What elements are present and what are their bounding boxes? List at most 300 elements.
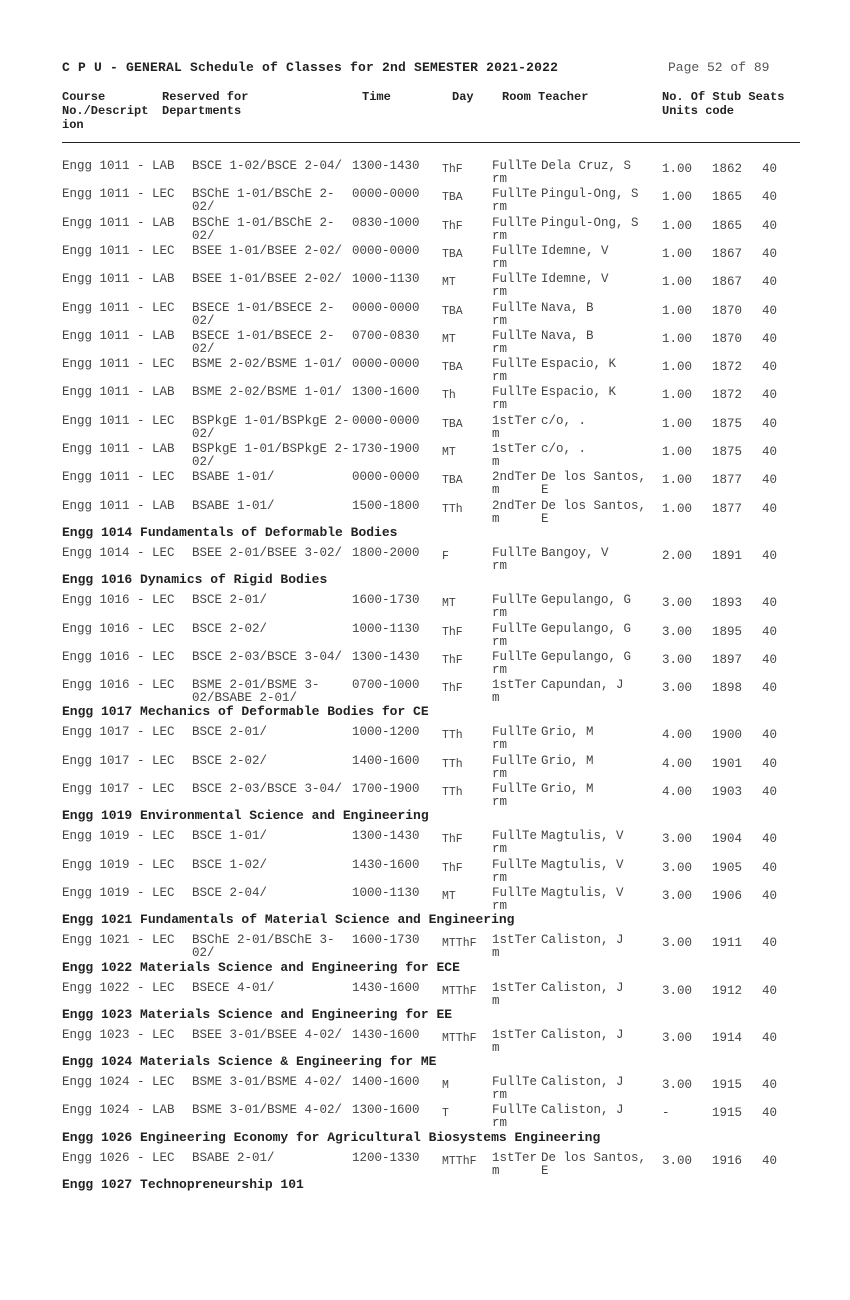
class-day: T — [442, 1107, 449, 1121]
reserved-departments: BSEE 1-01/BSEE 2-02/ — [192, 243, 343, 258]
course-code: Engg 1011 - LAB — [62, 272, 175, 287]
teacher-name: De los Santos, E — [541, 470, 647, 498]
schedule-row — [0, 386, 850, 414]
course-section-title: Engg 1022 Materials Science and Engineering for ECE — [62, 959, 460, 975]
reserved-departments: BSCE 2-02/ — [192, 753, 268, 768]
stub-code: 1903 — [712, 785, 743, 799]
seats: 40 — [762, 860, 778, 875]
seats: 40 — [762, 596, 778, 611]
reserved-departments: BSCE 2-02/ — [192, 621, 268, 636]
class-time: 1500-1800 — [352, 498, 420, 513]
class-time: 1700-1900 — [352, 782, 420, 796]
course-code: Engg 1011 - LEC — [62, 300, 175, 315]
seats: 40 — [762, 218, 778, 233]
room: FullTe rm — [492, 753, 538, 781]
stub-code: 1915 — [712, 1078, 743, 1093]
teacher-name: Caliston, J — [541, 1027, 624, 1042]
units: 1.00 — [662, 473, 693, 488]
stub-code: 1875 — [712, 416, 743, 431]
seats: 40 — [762, 936, 778, 951]
reserved-departments: BSCE 2-01/ — [192, 725, 268, 740]
class-day: ThF — [442, 163, 463, 176]
course-code: Engg 1019 - LEC — [62, 857, 175, 872]
seats: 40 — [762, 388, 778, 403]
stub-code: 1915 — [712, 1106, 743, 1121]
units: 1.00 — [662, 218, 693, 233]
seats: 40 — [762, 246, 778, 261]
teacher-name: Gepulango, G — [541, 621, 632, 636]
room: 1stTer m — [492, 413, 538, 441]
units: 1.00 — [662, 501, 693, 516]
header-divider — [62, 142, 800, 143]
course-code: Engg 1019 - LEC — [62, 829, 175, 844]
class-day: ThF — [442, 861, 463, 875]
schedule-row — [0, 471, 850, 499]
units: 1.00 — [662, 416, 693, 431]
seats: 40 — [762, 681, 778, 696]
units: 1.00 — [662, 331, 693, 346]
reserved-departments: BSCE 2-03/BSCE 3-04/ — [192, 649, 343, 664]
class-day: ThF — [442, 833, 463, 847]
schedule-row — [0, 755, 850, 783]
class-day: M — [442, 1079, 449, 1093]
units: 1.00 — [662, 246, 693, 261]
course-code: Engg 1011 - LEC — [62, 187, 175, 202]
course-code: Engg 1011 - LAB — [62, 328, 175, 343]
class-time: 0000-0000 — [352, 187, 420, 202]
class-day: ThF — [442, 653, 463, 667]
course-code: Engg 1011 - LEC — [62, 470, 175, 485]
schedule-row — [0, 934, 850, 962]
seats: 40 — [762, 445, 778, 459]
teacher-name: Grio, M — [541, 725, 594, 740]
class-day: ThF — [442, 219, 463, 233]
schedule-row — [0, 500, 850, 528]
room: FullTe rm — [492, 215, 538, 243]
room: 1stTer m — [492, 678, 538, 706]
units: 3.00 — [662, 936, 693, 951]
column-header-time: Time — [362, 90, 391, 104]
course-section-title: Engg 1014 Fundamentals of Deformable Bodies — [62, 524, 398, 540]
class-day: TBA — [442, 474, 463, 488]
seats: 40 — [762, 652, 778, 667]
teacher-name: Capundan, J — [541, 678, 624, 693]
course-code: Engg 1011 - LEC — [62, 413, 175, 428]
units: 3.00 — [662, 860, 693, 875]
course-section-title: Engg 1027 Technopreneurship 101 — [62, 1177, 304, 1192]
class-time: 0700-0830 — [352, 328, 420, 343]
class-day: MTThF — [442, 937, 477, 951]
teacher-name: c/o, . — [541, 442, 587, 456]
units: 3.00 — [662, 624, 693, 639]
teacher-name: Caliston, J — [541, 980, 624, 995]
class-time: 1300-1430 — [352, 829, 420, 844]
room: FullTe rm — [492, 593, 538, 621]
class-time: 0000-0000 — [352, 243, 420, 258]
course-code: Engg 1016 - LEC — [62, 649, 175, 664]
course-code: Engg 1017 - LEC — [62, 782, 175, 796]
stub-code: 1905 — [712, 860, 743, 875]
room: FullTe rm — [492, 357, 538, 385]
course-section-title: Engg 1017 Mechanics of Deformable Bodies for CE — [62, 704, 429, 720]
schedule-row — [0, 623, 850, 651]
units: 3.00 — [662, 596, 693, 611]
course-code: Engg 1011 - LAB — [62, 442, 175, 456]
class-time: 1600-1730 — [352, 593, 420, 608]
class-day: TTh — [442, 502, 463, 516]
units: 4.00 — [662, 785, 693, 799]
seats: 40 — [762, 416, 778, 431]
class-time: 1300-1430 — [352, 159, 420, 173]
seats: 40 — [762, 303, 778, 318]
class-day: MTThF — [442, 984, 477, 998]
schedule-row — [0, 1104, 850, 1132]
course-code: Engg 1011 - LEC — [62, 357, 175, 372]
stub-code: 1865 — [712, 218, 743, 233]
schedule-row — [0, 982, 850, 1010]
teacher-name: Nava, B — [541, 300, 594, 315]
stub-code: 1912 — [712, 983, 743, 998]
room: FullTe rm — [492, 243, 538, 271]
class-time: 0000-0000 — [352, 357, 420, 372]
class-time: 0000-0000 — [352, 470, 420, 485]
units: 3.00 — [662, 983, 693, 998]
stub-code: 1870 — [712, 331, 743, 346]
course-code: Engg 1011 - LAB — [62, 215, 175, 230]
stub-code: 1906 — [712, 888, 743, 903]
units: 3.00 — [662, 681, 693, 696]
course-code: Engg 1019 - LEC — [62, 885, 175, 900]
room: FullTe rm — [492, 649, 538, 677]
schedule-row — [0, 358, 850, 386]
teacher-name: Idemne, V — [541, 243, 609, 258]
room: FullTe rm — [492, 545, 538, 573]
units: 3.00 — [662, 1078, 693, 1093]
stub-code: 1872 — [712, 388, 743, 403]
reserved-departments: BSME 2-02/BSME 1-01/ — [192, 385, 343, 400]
room: FullTe rm — [492, 1075, 538, 1103]
class-time: 1000-1130 — [352, 272, 420, 287]
class-time: 1730-1900 — [352, 442, 420, 456]
teacher-name: De los Santos, E — [541, 1150, 647, 1178]
class-day: TTh — [442, 729, 463, 743]
course-code: Engg 1023 - LEC — [62, 1027, 175, 1042]
room: FullTe rm — [492, 272, 538, 300]
course-code: Engg 1016 - LEC — [62, 621, 175, 636]
seats: 40 — [762, 983, 778, 998]
units: 1.00 — [662, 190, 693, 205]
room: 1stTer m — [492, 442, 538, 469]
course-code: Engg 1011 - LAB — [62, 385, 175, 400]
seats: 40 — [762, 624, 778, 639]
reserved-departments: BSChE 2-01/BSChE 3-02/ — [192, 933, 335, 961]
schedule-row — [0, 330, 850, 358]
units: 3.00 — [662, 652, 693, 667]
reserved-departments: BSME 3-01/BSME 4-02/ — [192, 1103, 343, 1118]
schedule-row — [0, 1152, 850, 1180]
schedule-row — [0, 679, 850, 707]
class-time: 1400-1600 — [352, 753, 420, 768]
reserved-departments: BSME 2-02/BSME 1-01/ — [192, 357, 343, 372]
stub-code: 1901 — [712, 756, 743, 771]
course-code: Engg 1011 - LAB — [62, 159, 175, 173]
stub-code: 1862 — [712, 162, 743, 176]
class-time: 1200-1330 — [352, 1150, 420, 1165]
seats: 40 — [762, 501, 778, 516]
units: 1.00 — [662, 275, 693, 290]
room: FullTe rm — [492, 187, 538, 215]
room: FullTe rm — [492, 1103, 538, 1131]
class-time: 1300-1600 — [352, 1103, 420, 1118]
class-day: TTh — [442, 757, 463, 771]
schedule-row — [0, 783, 850, 811]
reserved-departments: BSEE 2-01/BSEE 3-02/ — [192, 545, 343, 560]
teacher-name: De los Santos, E — [541, 498, 647, 526]
class-time: 1400-1600 — [352, 1075, 420, 1090]
class-day: TBA — [442, 304, 463, 318]
room: 1stTer m — [492, 1150, 538, 1178]
seats: 40 — [762, 1106, 778, 1121]
schedule-row — [0, 1076, 850, 1104]
course-code: Engg 1011 - LEC — [62, 243, 175, 258]
stub-code: 1898 — [712, 681, 743, 696]
units: 1.00 — [662, 360, 693, 375]
room: 1stTer m — [492, 980, 538, 1008]
seats: 40 — [762, 1153, 778, 1168]
stub-code: 1911 — [712, 936, 743, 951]
room: FullTe rm — [492, 885, 538, 913]
stub-code: 1893 — [712, 596, 743, 611]
teacher-name: Grio, M — [541, 753, 594, 768]
reserved-departments: BSCE 2-01/ — [192, 593, 268, 608]
class-time: 1800-2000 — [352, 545, 420, 560]
seats: 40 — [762, 473, 778, 488]
teacher-name: c/o, . — [541, 413, 587, 428]
stub-code: 1867 — [712, 275, 743, 290]
stub-code: 1872 — [712, 360, 743, 375]
course-code: Engg 1016 - LEC — [62, 593, 175, 608]
room: FullTe rm — [492, 300, 538, 328]
course-section-title: Engg 1026 Engineering Economy for Agricultural Biosystems Engineering — [62, 1129, 601, 1145]
room: 1stTer m — [492, 933, 538, 961]
teacher-name: Pingul-Ong, S — [541, 187, 639, 202]
schedule-row — [0, 415, 850, 443]
class-day: TBA — [442, 417, 463, 431]
course-code: Engg 1017 - LEC — [62, 725, 175, 740]
class-time: 1430-1600 — [352, 980, 420, 995]
reserved-departments: BSPkgE 1-01/BSPkgE 2-02/ — [192, 413, 350, 441]
class-time: 1300-1430 — [352, 649, 420, 664]
seats: 40 — [762, 190, 778, 205]
class-day: TBA — [442, 247, 463, 261]
teacher-name: Bangoy, V — [541, 545, 609, 560]
stub-code: 1900 — [712, 728, 743, 743]
seats: 40 — [762, 888, 778, 903]
stub-code: 1865 — [712, 190, 743, 205]
schedule-row — [0, 302, 850, 330]
reserved-departments: BSCE 1-02/BSCE 2-04/ — [192, 159, 343, 173]
class-day: MT — [442, 332, 456, 346]
teacher-name: Gepulango, G — [541, 649, 632, 664]
seats: 40 — [762, 1030, 778, 1045]
seats: 40 — [762, 756, 778, 771]
stub-code: 1891 — [712, 548, 743, 563]
class-day: Th — [442, 389, 456, 403]
reserved-departments: BSABE 1-01/ — [192, 470, 275, 485]
class-time: 1430-1600 — [352, 1027, 420, 1042]
stub-code: 1916 — [712, 1153, 743, 1168]
schedule-row — [0, 830, 850, 858]
schedule-row — [0, 245, 850, 273]
reserved-departments: BSEE 3-01/BSEE 4-02/ — [192, 1027, 343, 1042]
course-code: Engg 1024 - LAB — [62, 1103, 175, 1118]
reserved-departments: BSCE 2-04/ — [192, 885, 268, 900]
class-time: 0700-1000 — [352, 678, 420, 693]
class-time: 0000-0000 — [352, 413, 420, 428]
seats: 40 — [762, 1078, 778, 1093]
reserved-departments: BSECE 4-01/ — [192, 980, 275, 995]
class-time: 1000-1130 — [352, 621, 420, 636]
reserved-departments: BSChE 1-01/BSChE 2-02/ — [192, 215, 335, 243]
teacher-name: Magtulis, V — [541, 829, 624, 844]
teacher-name: Pingul-Ong, S — [541, 215, 639, 230]
units: 3.00 — [662, 888, 693, 903]
units: 1.00 — [662, 162, 693, 176]
teacher-name: Magtulis, V — [541, 885, 624, 900]
reserved-departments: BSChE 1-01/BSChE 2-02/ — [192, 187, 335, 215]
room: FullTe rm — [492, 782, 538, 809]
room: FullTe rm — [492, 621, 538, 649]
units: 4.00 — [662, 756, 693, 771]
schedule-row — [0, 217, 850, 245]
schedule-row — [0, 160, 850, 188]
course-section-title: Engg 1019 Environmental Science and Engineering — [62, 808, 429, 824]
document-title: C P U - GENERAL Schedule of Classes for 2nd SEMESTER 2021-2022 — [62, 60, 559, 75]
seats: 40 — [762, 275, 778, 290]
class-day: F — [442, 549, 449, 563]
teacher-name: Gepulango, G — [541, 593, 632, 608]
stub-code: 1877 — [712, 473, 743, 488]
teacher-name: Caliston, J — [541, 933, 624, 948]
reserved-departments: BSCE 1-02/ — [192, 857, 268, 872]
class-time: 1000-1200 — [352, 725, 420, 740]
reserved-departments: BSPkgE 1-01/BSPkgE 2-02/ — [192, 442, 350, 469]
room: 1stTer m — [492, 1027, 538, 1055]
class-day: TBA — [442, 191, 463, 205]
stub-code: 1877 — [712, 501, 743, 516]
class-day: ThF — [442, 682, 463, 696]
stub-code: 1914 — [712, 1030, 743, 1045]
room: FullTe rm — [492, 857, 538, 885]
course-section-title: Engg 1023 Materials Science and Engineering for EE — [62, 1006, 453, 1022]
column-header-units-stub-seats: No. Of Stub Seats Units code — [662, 90, 785, 118]
schedule-row — [0, 726, 850, 754]
course-code: Engg 1017 - LEC — [62, 753, 175, 768]
column-header-reserved: Reserved for Departments — [162, 90, 249, 118]
page-number: Page 52 of 89 — [668, 60, 770, 75]
course-code: Engg 1011 - LAB — [62, 498, 175, 513]
room: 2ndTer m — [492, 470, 538, 498]
class-time: 1000-1130 — [352, 885, 420, 900]
class-day: MTThF — [442, 1154, 477, 1168]
seats: 40 — [762, 162, 778, 176]
class-day: ThF — [442, 625, 463, 639]
units: 3.00 — [662, 1153, 693, 1168]
room: FullTe rm — [492, 159, 538, 186]
column-header-day: Day — [452, 90, 474, 104]
units: 3.00 — [662, 832, 693, 847]
seats: 40 — [762, 548, 778, 563]
room: FullTe rm — [492, 725, 538, 753]
room: FullTe rm — [492, 829, 538, 857]
class-day: TBA — [442, 361, 463, 375]
stub-code: 1904 — [712, 832, 743, 847]
teacher-name: Magtulis, V — [541, 857, 624, 872]
seats: 40 — [762, 331, 778, 346]
seats: 40 — [762, 728, 778, 743]
units: 1.00 — [662, 303, 693, 318]
seats: 40 — [762, 832, 778, 847]
stub-code: 1870 — [712, 303, 743, 318]
column-header-course: Course No./Descript ion — [62, 90, 149, 132]
teacher-name: Caliston, J — [541, 1075, 624, 1090]
class-day: MT — [442, 597, 456, 611]
teacher-name: Nava, B — [541, 328, 594, 343]
class-day: MT — [442, 446, 456, 459]
reserved-departments: BSABE 2-01/ — [192, 1150, 275, 1165]
schedule-row — [0, 859, 850, 887]
room: FullTe rm — [492, 385, 538, 413]
class-time: 1600-1730 — [352, 933, 420, 948]
reserved-departments: BSEE 1-01/BSEE 2-02/ — [192, 272, 343, 287]
reserved-departments: BSABE 1-01/ — [192, 498, 275, 513]
class-day: MTThF — [442, 1031, 477, 1045]
schedule-row — [0, 188, 850, 216]
reserved-departments: BSME 3-01/BSME 4-02/ — [192, 1075, 343, 1090]
course-code: Engg 1026 - LEC — [62, 1150, 175, 1165]
stub-code: 1867 — [712, 246, 743, 261]
stub-code: 1897 — [712, 652, 743, 667]
course-code: Engg 1021 - LEC — [62, 933, 175, 948]
teacher-name: Grio, M — [541, 782, 594, 796]
seats: 40 — [762, 360, 778, 375]
schedule-row — [0, 273, 850, 301]
units: 1.00 — [662, 388, 693, 403]
room: FullTe rm — [492, 328, 538, 356]
reserved-departments: BSECE 1-01/BSECE 2-02/ — [192, 328, 335, 356]
class-day: TTh — [442, 786, 463, 799]
stub-code: 1875 — [712, 445, 743, 459]
reserved-departments: BSME 2-01/BSME 3-02/BSABE 2-01/ — [192, 678, 320, 706]
class-time: 0830-1000 — [352, 215, 420, 230]
class-day: MT — [442, 276, 456, 290]
class-time: 1430-1600 — [352, 857, 420, 872]
units: 2.00 — [662, 548, 693, 563]
course-code: Engg 1022 - LEC — [62, 980, 175, 995]
course-code: Engg 1016 - LEC — [62, 678, 175, 693]
stub-code: 1895 — [712, 624, 743, 639]
units: 4.00 — [662, 728, 693, 743]
course-section-title: Engg 1016 Dynamics of Rigid Bodies — [62, 572, 328, 588]
class-time: 1300-1600 — [352, 385, 420, 400]
class-time: 0000-0000 — [352, 300, 420, 315]
course-code: Engg 1014 - LEC — [62, 545, 175, 560]
teacher-name: Dela Cruz, S — [541, 159, 632, 173]
schedule-row — [0, 547, 850, 575]
seats: 40 — [762, 785, 778, 799]
schedule-row — [0, 651, 850, 679]
reserved-departments: BSECE 1-01/BSECE 2-02/ — [192, 300, 335, 328]
